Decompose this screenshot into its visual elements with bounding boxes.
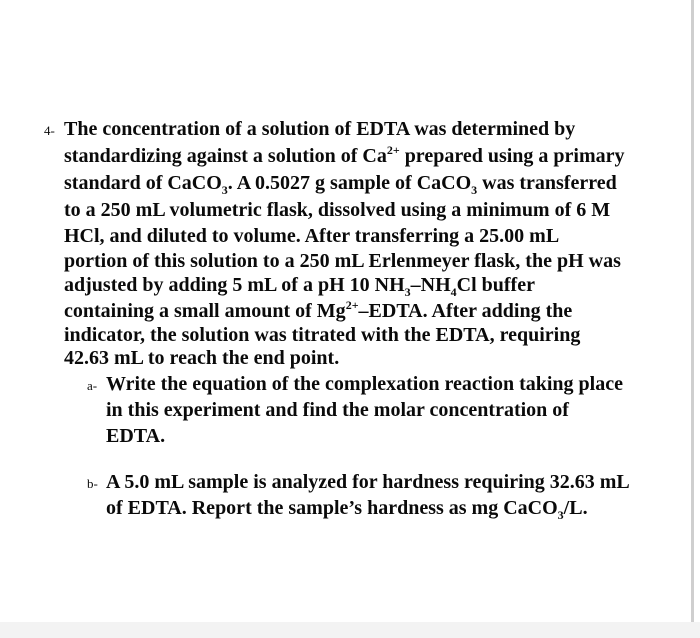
stem-line-3: standard of CaCO$_3$. A 0.5027 g sample of CaCO$_3$ was transferred (64, 172, 617, 197)
part-a-label: a- (87, 378, 98, 393)
stem-line-6: portion of this solution to a 250 mL Erlenmeyer flask, the pH was (64, 250, 621, 272)
part-b-line-2: of EDTA. Report the sample’s hardness as mg CaCO$_3$/L. (106, 497, 588, 522)
subscript: 3 (221, 183, 228, 197)
part-b-line-1: A 5.0 mL sample is analyzed for hardness requiring 32.63 mL (106, 471, 630, 493)
part-a-line-2: in this experiment and find the molar concentration of (106, 399, 569, 421)
stem-line-1: The concentration of a solution of EDTA was determined by (64, 118, 576, 140)
part-b-label: b- (87, 476, 98, 491)
subscript: 3 (471, 183, 478, 197)
stem-line-5: HCl, and diluted to volume. After transferring a 25.00 mL (64, 225, 560, 247)
stem-line-10: 42.63 mL to reach the end point. (64, 347, 340, 369)
subscript: 3 (557, 508, 564, 522)
page-bottom-strip (0, 622, 700, 638)
subscript: 3 (404, 285, 411, 299)
page-edge-rule (691, 0, 694, 622)
superscript: 2+ (386, 143, 400, 157)
stem-line-7: adjusted by adding 5 mL of a pH 10 $NH_3-NH_4Cl$ buffer (64, 274, 535, 299)
part-a-line-3: EDTA. (106, 425, 166, 447)
part-a-line-1: Write the equation of the complexation reaction taking place (106, 373, 623, 395)
stem-line-4: to a 250 mL volumetric flask, dissolved using a minimum of 6 M (64, 199, 611, 221)
stem-line-2: standardizing against a solution of $Ca^{2+}$ prepared using a primary (64, 143, 625, 167)
stem-line-8: containing a small amount of $Mg^{2+}$–EDTA. After adding the (64, 298, 573, 322)
question-number: 4- (44, 123, 55, 138)
stem-line-9: indicator, the solution was titrated with the EDTA, requiring (64, 324, 581, 346)
subscript: 4 (450, 285, 457, 299)
superscript: 2+ (345, 298, 359, 312)
